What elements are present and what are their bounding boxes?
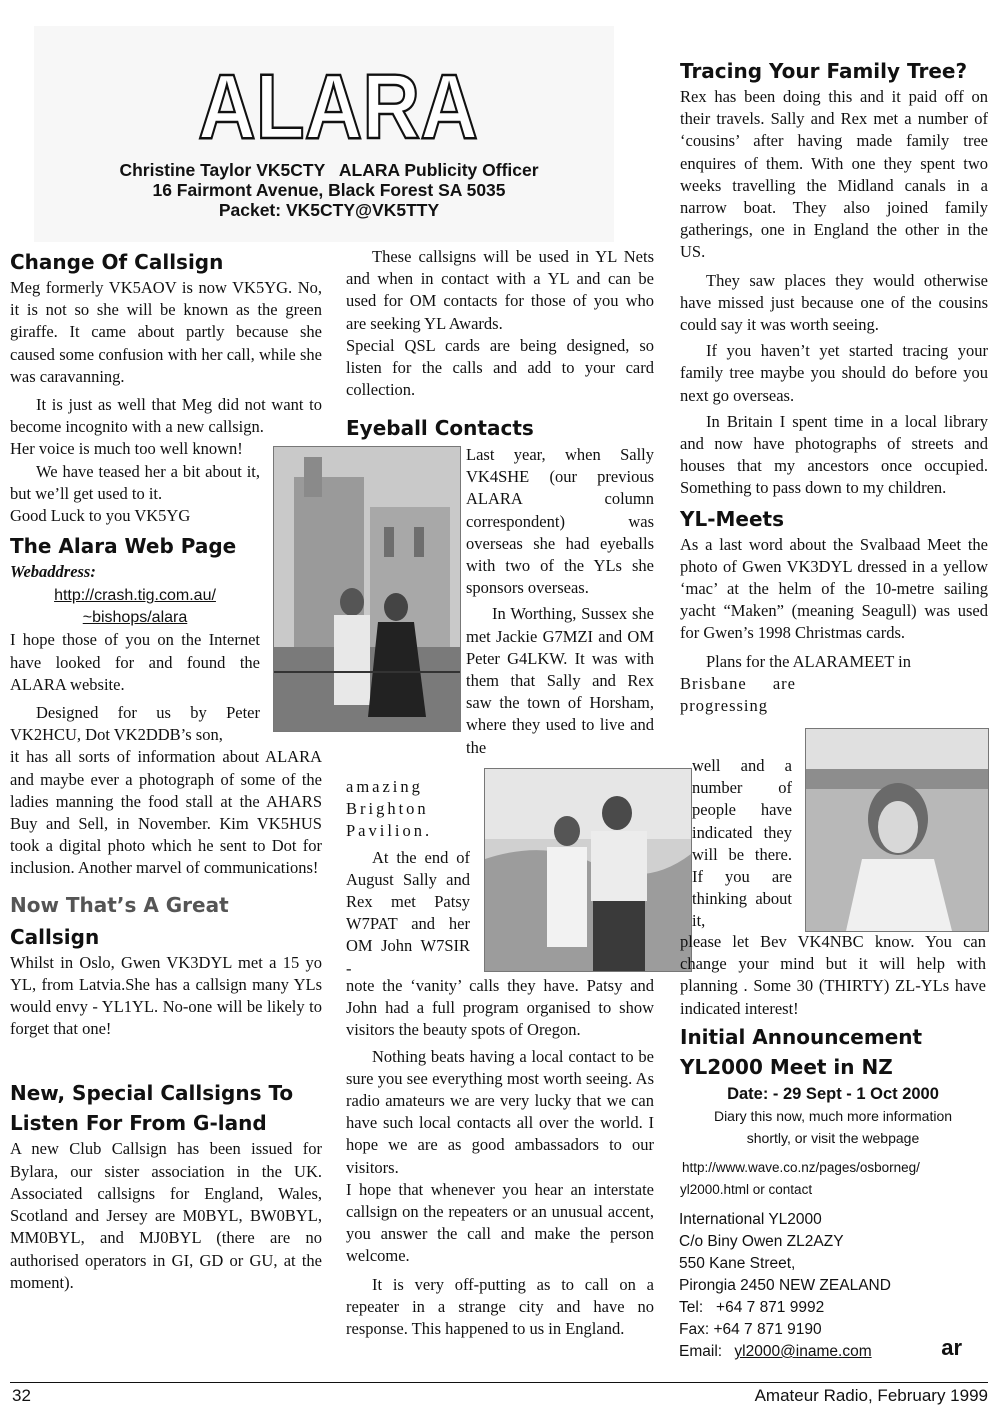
eye-p4: At the end of August Sally and Rex met Patsy W7PAT and her OM John W7SIR - <box>346 847 470 978</box>
contact-line: Tel: +64 7 871 9992 <box>679 1299 825 1316</box>
eye-p7: I hope that whenever you hear an interstate callsign on the repeaters or an unusual accent, you answer the call and make the person welcome. <box>346 1179 654 1266</box>
meets-p2b: Brisbane are progressing <box>680 673 796 716</box>
contact-line: International YL2000 <box>679 1211 822 1228</box>
announcement-diary-2: shortly, or visit the webpage <box>746 1130 920 1146</box>
eyeball-text-narrow <box>466 444 654 759</box>
photo-patsy-and-john <box>484 768 692 972</box>
address: 16 Fairmont Avenue, Black Forest SA 5035 <box>152 180 506 200</box>
change-p2b: Her voice is much too well known! <box>10 439 243 459</box>
announcement-details <box>678 1083 988 1363</box>
heading-alara-web-page: The Alara Web Page <box>10 534 237 559</box>
new-p: A new Club Callsign has been issued for Bylara, our sister association in the UK. Associated callsigns for England, Wales, Scotland and Jersey are M0BYL, BW0BYL, MM0BYL, and MJ0BYL (there are no authorised operators in GI, GD or GU, at the moment). <box>10 1139 322 1292</box>
meets-p2a: Plans for the ALARAMEET in <box>706 651 912 671</box>
eye-p1: Last year, when Sally VK4SHE (our previous ALARA column correspondent) was overseas she had eyeballs with two of the YLs she sponsors overseas. <box>466 445 654 598</box>
eye-p3: amazing Brighton Pavilion. <box>346 777 433 841</box>
change-p1: Meg formerly VK5AOV is now VK5YG. No, it is not so she will be known as the green giraffe. It came about partly because she caused some confusion with her call, while she was caravanning. <box>10 278 322 386</box>
contact-line: Fax: +64 7 871 9190 <box>679 1321 822 1338</box>
heading-initial-announcement: Initial Announcement <box>680 1024 923 1049</box>
contact-line: 550 Kane Street, <box>679 1255 796 1272</box>
byline: Christine Taylor VK5CTY ALARA Publicity Officer <box>119 160 539 180</box>
announcement-url-1[interactable]: http://www.wave.co.nz/pages/osborneg/ <box>682 1160 920 1175</box>
heading-change-of-callsign: Change Of Callsign <box>10 250 224 274</box>
email-row <box>679 1335 988 1363</box>
alara-url-line1[interactable]: http://crash.tig.com.au/ <box>54 587 216 605</box>
eye-p8: It is very off-putting as to call on a repeater in a strange city and have no response. This happened to us in England. <box>346 1274 654 1339</box>
heading-eyeball-contacts: Eyeball Contacts <box>346 416 534 441</box>
web-p1: I hope those of you on the Internet have looked for and found the ALARA website. <box>10 630 260 694</box>
alara-logo <box>193 56 483 158</box>
photo-gwen-vk3dyl <box>805 728 989 932</box>
eyeball-text-wide <box>346 975 654 1340</box>
col2-p2: Special QSL cards are being designed, so listen for the calls and add to your card collection. <box>346 335 654 400</box>
heading-great-callsign-2: Callsign <box>10 924 100 949</box>
change-p3: We have teased her a bit about it, but we’ll get used to it. <box>10 461 260 503</box>
eye-p2: In Worthing, Sussex she met Jackie G7MZI and OM Peter G4LKW. It was with them that Sally and Rex saw the town of Horsham, where they used to live and the <box>466 604 654 757</box>
page-number: 32 <box>12 1386 31 1405</box>
meets-text-narrow <box>692 755 792 933</box>
contact-line: C/o Biny Owen ZL2AZY <box>679 1233 844 1250</box>
meets-p2c: well and a number of people have indicated they will be there. If you are thinking about it, <box>692 756 792 931</box>
change-p2: It is just as well that Meg did not want to become incognito with a new callsign. <box>10 395 322 437</box>
trace-p4: In Britain I spent time in a local library and now have photographs of streets and houses that my ancestors once occupied. Something to pass down to my children. <box>680 411 988 498</box>
heading-great-callsign-1: Now That’s A Great <box>10 892 229 917</box>
trace-p2: They saw places they would otherwise have missed just because one of the cousins could say it was worth seeing. <box>680 270 988 335</box>
meets-text-wide <box>680 931 986 1082</box>
announcement-url-2: yl2000.html or contact <box>680 1182 813 1197</box>
contact-block <box>678 1209 988 1363</box>
meets-p1: As a last word about the Svalbaad Meet the photo of Gwen VK3DYL dressed in a yellow ‘mac’ at the helm of the 10-metre sailing yacht “Maken” (meaning Seagull) was used for Gwen’s 1998 Christmas cards. <box>680 534 988 643</box>
publication-line: Amateur Radio, February 1999 <box>754 1386 988 1405</box>
great-p: Whilst in Oslo, Gwen VK3DYL met a 15 yo YL, from Latvia.She has a callsign many YLs would envy - YL1YL. No-one will be likely to forget that one! <box>10 952 322 1039</box>
contact-line: Pirongia 2450 NEW ZEALAND <box>679 1277 891 1294</box>
eyeball-text-left <box>346 776 470 980</box>
announcement-diary-1: Diary this now, much more information <box>713 1108 953 1124</box>
email-link[interactable]: yl2000@iname.com <box>734 1343 872 1360</box>
heading-new-callsigns-2: Listen For From G-land <box>10 1111 267 1136</box>
email-label: Email: <box>679 1343 723 1360</box>
heading-new-callsigns-1: New, Special Callsigns To <box>10 1081 294 1106</box>
packet-address: Packet: VK5CTY@VK5TTY <box>218 200 440 220</box>
announcement-date: Date: - 29 Sept - 1 Oct 2000 <box>727 1085 939 1103</box>
web-p2b: it has all sorts of information about ALARA and maybe ever a photograph of some of the ladies manning the food stall at the AHARS Buy and Sell, in November. Kim VK5HUS took a digital photo which he sent to Dot for inclusion. Another marvel of communications! <box>10 747 322 878</box>
col2-p1: These callsigns will be used in YL Nets and when in contact with a YL and can be used for OM contacts for those of you who are seeking YL Awards. <box>346 247 654 333</box>
eye-p6: Nothing beats having a local contact to be sure you see everything most worth seeing. As radio amateurs we are very lucky that we can have such local contacts all over the world. I hope we are as good ambassadors to our visitors. <box>346 1046 654 1177</box>
column-2 <box>346 246 654 443</box>
eye-p5: note the ‘vanity’ calls they have. Patsy and John had a full program organised to show visitors the beauty spots of Oregon. <box>346 976 654 1040</box>
change-p4: Good Luck to you VK5YG <box>10 506 191 526</box>
heading-yl-meets: YL-Meets <box>680 506 785 531</box>
alara-url-line2[interactable]: ~bishops/alara <box>82 609 188 627</box>
footer-rule <box>10 1382 988 1383</box>
meets-p2d: please let Bev VK4NBC know. You can change your mind but it will help with planning . Some 30 (THIRTY) ZL-YLs have indicated interest! <box>680 932 986 1018</box>
web-label: Webaddress: <box>10 562 96 582</box>
photo-brighton-pavilion <box>273 446 461 732</box>
web-p2a: Designed for us by Peter VK2HCU, Dot VK2DDB’s son, <box>10 703 260 745</box>
end-mark: ar <box>941 1335 962 1360</box>
heading-family-tree: Tracing Your Family Tree? <box>680 59 968 83</box>
heading-yl2000-meet: YL2000 Meet in NZ <box>680 1054 893 1079</box>
trace-p1: Rex has been doing this and it paid off on their travels. Sally and Rex met a number of ‘cousins’ after having made family tree enquires of them. With one they spent two weeks travelling the Midland canals in a narrow boat. They also joined family gatherings, one in England the other in the US. <box>680 87 988 262</box>
trace-p3: If you haven’t yet started tracing your family tree maybe you should do before you next go overseas. <box>680 341 988 405</box>
column-1 <box>10 247 322 1294</box>
alara-logo-text: ALARA <box>198 56 478 158</box>
column-3 <box>680 56 988 717</box>
